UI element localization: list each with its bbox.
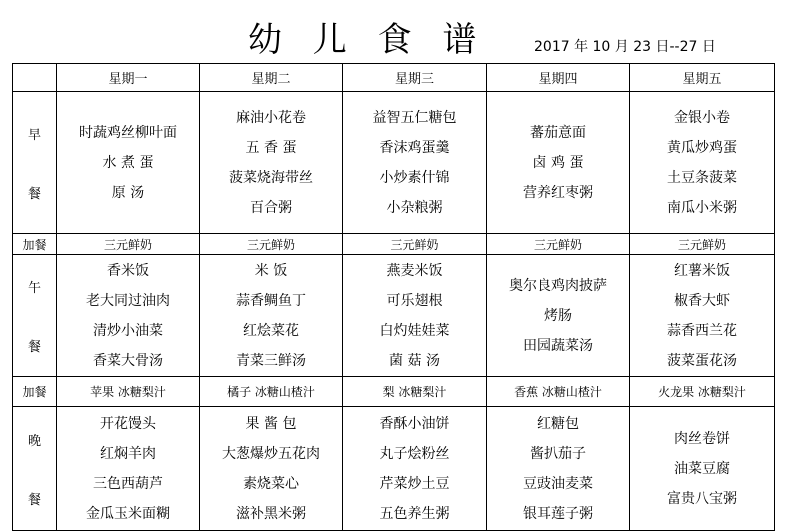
dish-item: 小杂粮粥 — [386, 199, 443, 216]
day-header-mon: 星期一 — [57, 64, 200, 92]
dish-item: 原 汤 — [111, 184, 145, 201]
lunch-cell — [630, 255, 775, 377]
page-title: 幼 儿 食 谱 — [248, 20, 487, 60]
dinner-cell — [487, 407, 630, 531]
lunch-cell — [487, 255, 630, 377]
dish-item: 清炒小油菜 — [93, 322, 163, 339]
breakfast-cell — [630, 92, 775, 234]
lunch-label-bottom: 餐 — [27, 339, 41, 355]
dish-item: 白灼娃娃菜 — [379, 322, 450, 339]
pm-snack-cell: 梨 冰糖梨汁 — [343, 377, 487, 407]
breakfast-label-bottom: 餐 — [27, 186, 41, 202]
breakfast-cell — [343, 92, 487, 234]
dish-item: 蒜香西兰花 — [667, 322, 737, 339]
dish-item: 老大同过油肉 — [86, 292, 170, 309]
dish-item: 香沫鸡蛋羹 — [379, 139, 450, 156]
breakfast-cell — [487, 92, 630, 234]
dish-item: 烤肠 — [544, 307, 572, 324]
dish-item: 益智五仁糖包 — [372, 109, 457, 126]
breakfast-cell — [200, 92, 343, 234]
pm-snack-cell: 橘子 冰糖山楂汁 — [200, 377, 343, 407]
dish-item: 果 酱 包 — [245, 415, 297, 432]
day-header-thu: 星期四 — [487, 64, 630, 92]
dish-item: 三色西葫芦 — [93, 475, 163, 492]
dish-item: 菌 菇 汤 — [389, 352, 440, 369]
dish-item: 卤 鸡 蛋 — [532, 154, 584, 171]
dish-item: 红焖羊肉 — [100, 445, 156, 462]
dish-item: 菠菜烧海带丝 — [229, 169, 313, 186]
lunch-label — [13, 255, 57, 377]
breakfast-label-top: 早 — [27, 127, 41, 143]
lunch-cell — [343, 255, 487, 377]
dish-item: 银耳莲子粥 — [523, 505, 593, 522]
dish-item: 五 香 蛋 — [245, 139, 297, 156]
dish-item: 土豆条菠菜 — [667, 169, 737, 186]
pm-snack-label: 加餐 — [13, 377, 57, 407]
day-header-tue: 星期二 — [200, 64, 343, 92]
day-header-row — [13, 64, 775, 92]
dish-item: 可乐翅根 — [386, 292, 443, 309]
dish-item: 椒香大虾 — [674, 292, 730, 309]
am-snack-cell: 三元鲜奶 — [487, 234, 630, 255]
dish-item: 黄瓜炒鸡蛋 — [667, 139, 737, 156]
dish-item: 酱扒茄子 — [530, 445, 586, 462]
lunch-label-top: 午 — [27, 280, 41, 296]
day-header-fri: 星期五 — [630, 64, 775, 92]
dish-item: 豆豉油麦菜 — [523, 475, 593, 492]
am-snack-row — [13, 234, 775, 255]
dish-item: 奥尔良鸡肉披萨 — [509, 277, 607, 294]
dish-item: 麻油小花卷 — [236, 109, 306, 126]
breakfast-cell — [57, 92, 200, 234]
dish-item: 素烧菜心 — [243, 475, 299, 492]
dinner-label-top: 晚 — [27, 433, 41, 449]
breakfast-row — [13, 92, 775, 234]
dish-item: 蒜香鲷鱼丁 — [236, 292, 306, 309]
dish-item: 滋补黑米粥 — [236, 505, 306, 522]
dish-item: 油菜豆腐 — [674, 460, 730, 477]
dish-item: 香米饭 — [107, 262, 149, 279]
dish-item: 富贵八宝粥 — [667, 490, 737, 507]
dish-item: 红烩菜花 — [243, 322, 299, 339]
dish-item: 营养红枣粥 — [523, 184, 593, 201]
date-range: 2017 年 10 月 23 日--27 日 — [534, 39, 716, 55]
dish-item: 水 煮 蛋 — [102, 154, 154, 171]
am-snack-cell: 三元鲜奶 — [57, 234, 200, 255]
dish-item: 时蔬鸡丝柳叶面 — [79, 124, 177, 141]
dish-item: 金银小卷 — [674, 109, 730, 126]
am-snack-cell: 三元鲜奶 — [630, 234, 775, 255]
dinner-label-bottom: 餐 — [27, 492, 41, 508]
pm-snack-cell: 火龙果 冰糖梨汁 — [630, 377, 775, 407]
dish-item: 芹菜炒土豆 — [379, 475, 450, 492]
dinner-cell — [630, 407, 775, 531]
lunch-cell — [200, 255, 343, 377]
dinner-cell — [57, 407, 200, 531]
am-snack-cell: 三元鲜奶 — [200, 234, 343, 255]
breakfast-label — [13, 92, 57, 234]
dish-item: 百合粥 — [250, 199, 292, 216]
dinner-cell — [200, 407, 343, 531]
dish-item: 燕麦米饭 — [386, 262, 443, 279]
dish-item: 红糖包 — [537, 415, 579, 432]
am-snack-cell: 三元鲜奶 — [343, 234, 487, 255]
dish-item: 小炒素什锦 — [379, 169, 450, 186]
dish-item: 红薯米饭 — [674, 262, 730, 279]
corner-cell — [13, 64, 57, 92]
lunch-row — [13, 255, 775, 377]
dish-item: 米 饭 — [254, 262, 288, 279]
dish-item: 青菜三鲜汤 — [236, 352, 306, 369]
menu-table — [12, 63, 775, 531]
am-snack-label: 加餐 — [13, 234, 57, 255]
dish-item: 菠菜蛋花汤 — [667, 352, 737, 369]
dish-item: 肉丝卷饼 — [674, 430, 730, 447]
dish-item: 蕃茄意面 — [530, 124, 586, 141]
dinner-label — [13, 407, 57, 531]
dish-item: 丸子烩粉丝 — [379, 445, 450, 462]
dish-item: 开花馒头 — [100, 415, 156, 432]
pm-snack-cell: 苹果 冰糖梨汁 — [57, 377, 200, 407]
pm-snack-row — [13, 377, 775, 407]
dish-item: 香酥小油饼 — [379, 415, 450, 432]
dinner-cell — [343, 407, 487, 531]
dish-item: 香菜大骨汤 — [93, 352, 163, 369]
dinner-row — [13, 407, 775, 531]
pm-snack-cell: 香蕉 冰糖山楂汁 — [487, 377, 630, 407]
dish-item: 南瓜小米粥 — [667, 199, 737, 216]
day-header-wed: 星期三 — [343, 64, 487, 92]
lunch-cell — [57, 255, 200, 377]
dish-item: 大葱爆炒五花肉 — [222, 445, 320, 462]
dish-item: 田园蔬菜汤 — [523, 337, 593, 354]
dish-item: 五色养生粥 — [379, 505, 450, 522]
dish-item: 金瓜玉米面糊 — [86, 505, 170, 522]
